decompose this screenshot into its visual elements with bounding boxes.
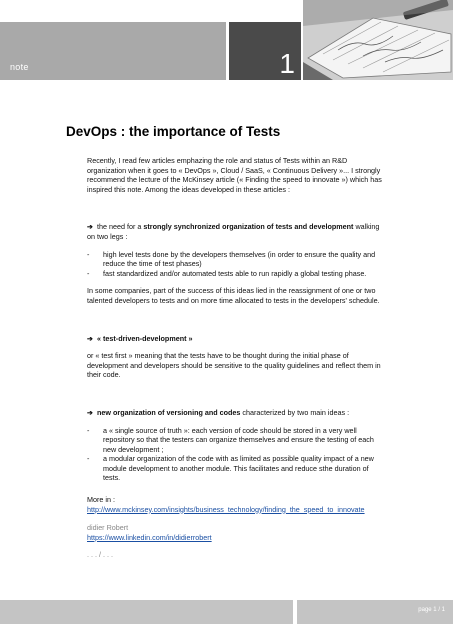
dash-bullet: - bbox=[87, 268, 90, 278]
list-item: - a modular organization of the code with as limited as possible quality impact of a new module development to another module. This facilitates and reduce sthe duration of tests. bbox=[87, 454, 374, 483]
dash-bullet: - bbox=[87, 249, 90, 259]
page-number: page 1 / 1 bbox=[418, 607, 445, 613]
dash-bullet: - bbox=[87, 425, 90, 435]
section2-paragraph: or « test first » meaning that the tests have to be thought during the initial phase of development and developers should be sensitive to the quality guidelines and reflect them in their code. bbox=[87, 351, 381, 380]
arrow-right-icon: ➔ bbox=[87, 407, 94, 417]
more-in-label: More in : bbox=[87, 495, 115, 505]
note-block bbox=[0, 22, 226, 80]
mckinsey-article-link[interactable]: http://www.mckinsey.com/insights/business_technology/finding_the_speed_to_innovate bbox=[87, 504, 365, 514]
section2-heading: ➔ « test-driven-development » bbox=[87, 333, 193, 343]
page-title: DevOps : the importance of Tests bbox=[66, 124, 281, 139]
footer-bar-left bbox=[0, 600, 293, 624]
arrow-right-icon: ➔ bbox=[87, 333, 94, 343]
list-item: - a « single source of truth »: each version of code should be stored in a very well repository so that the testers can organize themselves and ensure the testing of each new development ; bbox=[87, 425, 374, 454]
note-number-block bbox=[229, 22, 301, 80]
note-number: 1 bbox=[279, 48, 295, 79]
linkedin-profile-link[interactable]: https://www.linkedin.com/in/didierrobert bbox=[87, 532, 212, 542]
note-label: note bbox=[10, 62, 29, 72]
section1-paragraph: In some companies, part of the success of this ideas lied in the reassignment of one or two talented developers to tests and on more time allocated to tests in the developers' schedule. bbox=[87, 286, 380, 305]
note-content bbox=[87, 156, 383, 560]
dash-bullet: - bbox=[87, 454, 90, 464]
continuation-ellipsis: . . . / . . . bbox=[87, 550, 113, 560]
section3-heading: ➔ new organization of versioning and codes characterized by two main ideas : bbox=[87, 407, 350, 417]
footer-bar-right bbox=[297, 600, 453, 624]
intro-paragraph: Recently, I read few articles emphazing the role and status of Tests within an R&D organization when it goes to « DevOps », Cloud / SaaS, « Continuous Delivery »... I strongly recommend the lecture of the McKinsey article (« Finding the speed to innovate ») which has inspired this note. Among the ideas developed in these articles : bbox=[87, 156, 382, 194]
section1-heading: ➔ the need for a strongly synchronized organization of tests and development walking on two legs : bbox=[87, 222, 380, 241]
arrow-right-icon: ➔ bbox=[87, 222, 94, 232]
list-item: - high level tests done by the developers themselves (in order to ensure the quality and reduce the time of test phases) bbox=[87, 249, 376, 269]
author-name: didier Robert bbox=[87, 523, 129, 533]
notebook-photo bbox=[303, 0, 453, 80]
list-item: - fast standardized and/or automated tests able to run rapidly a global testing phase. bbox=[87, 268, 367, 278]
